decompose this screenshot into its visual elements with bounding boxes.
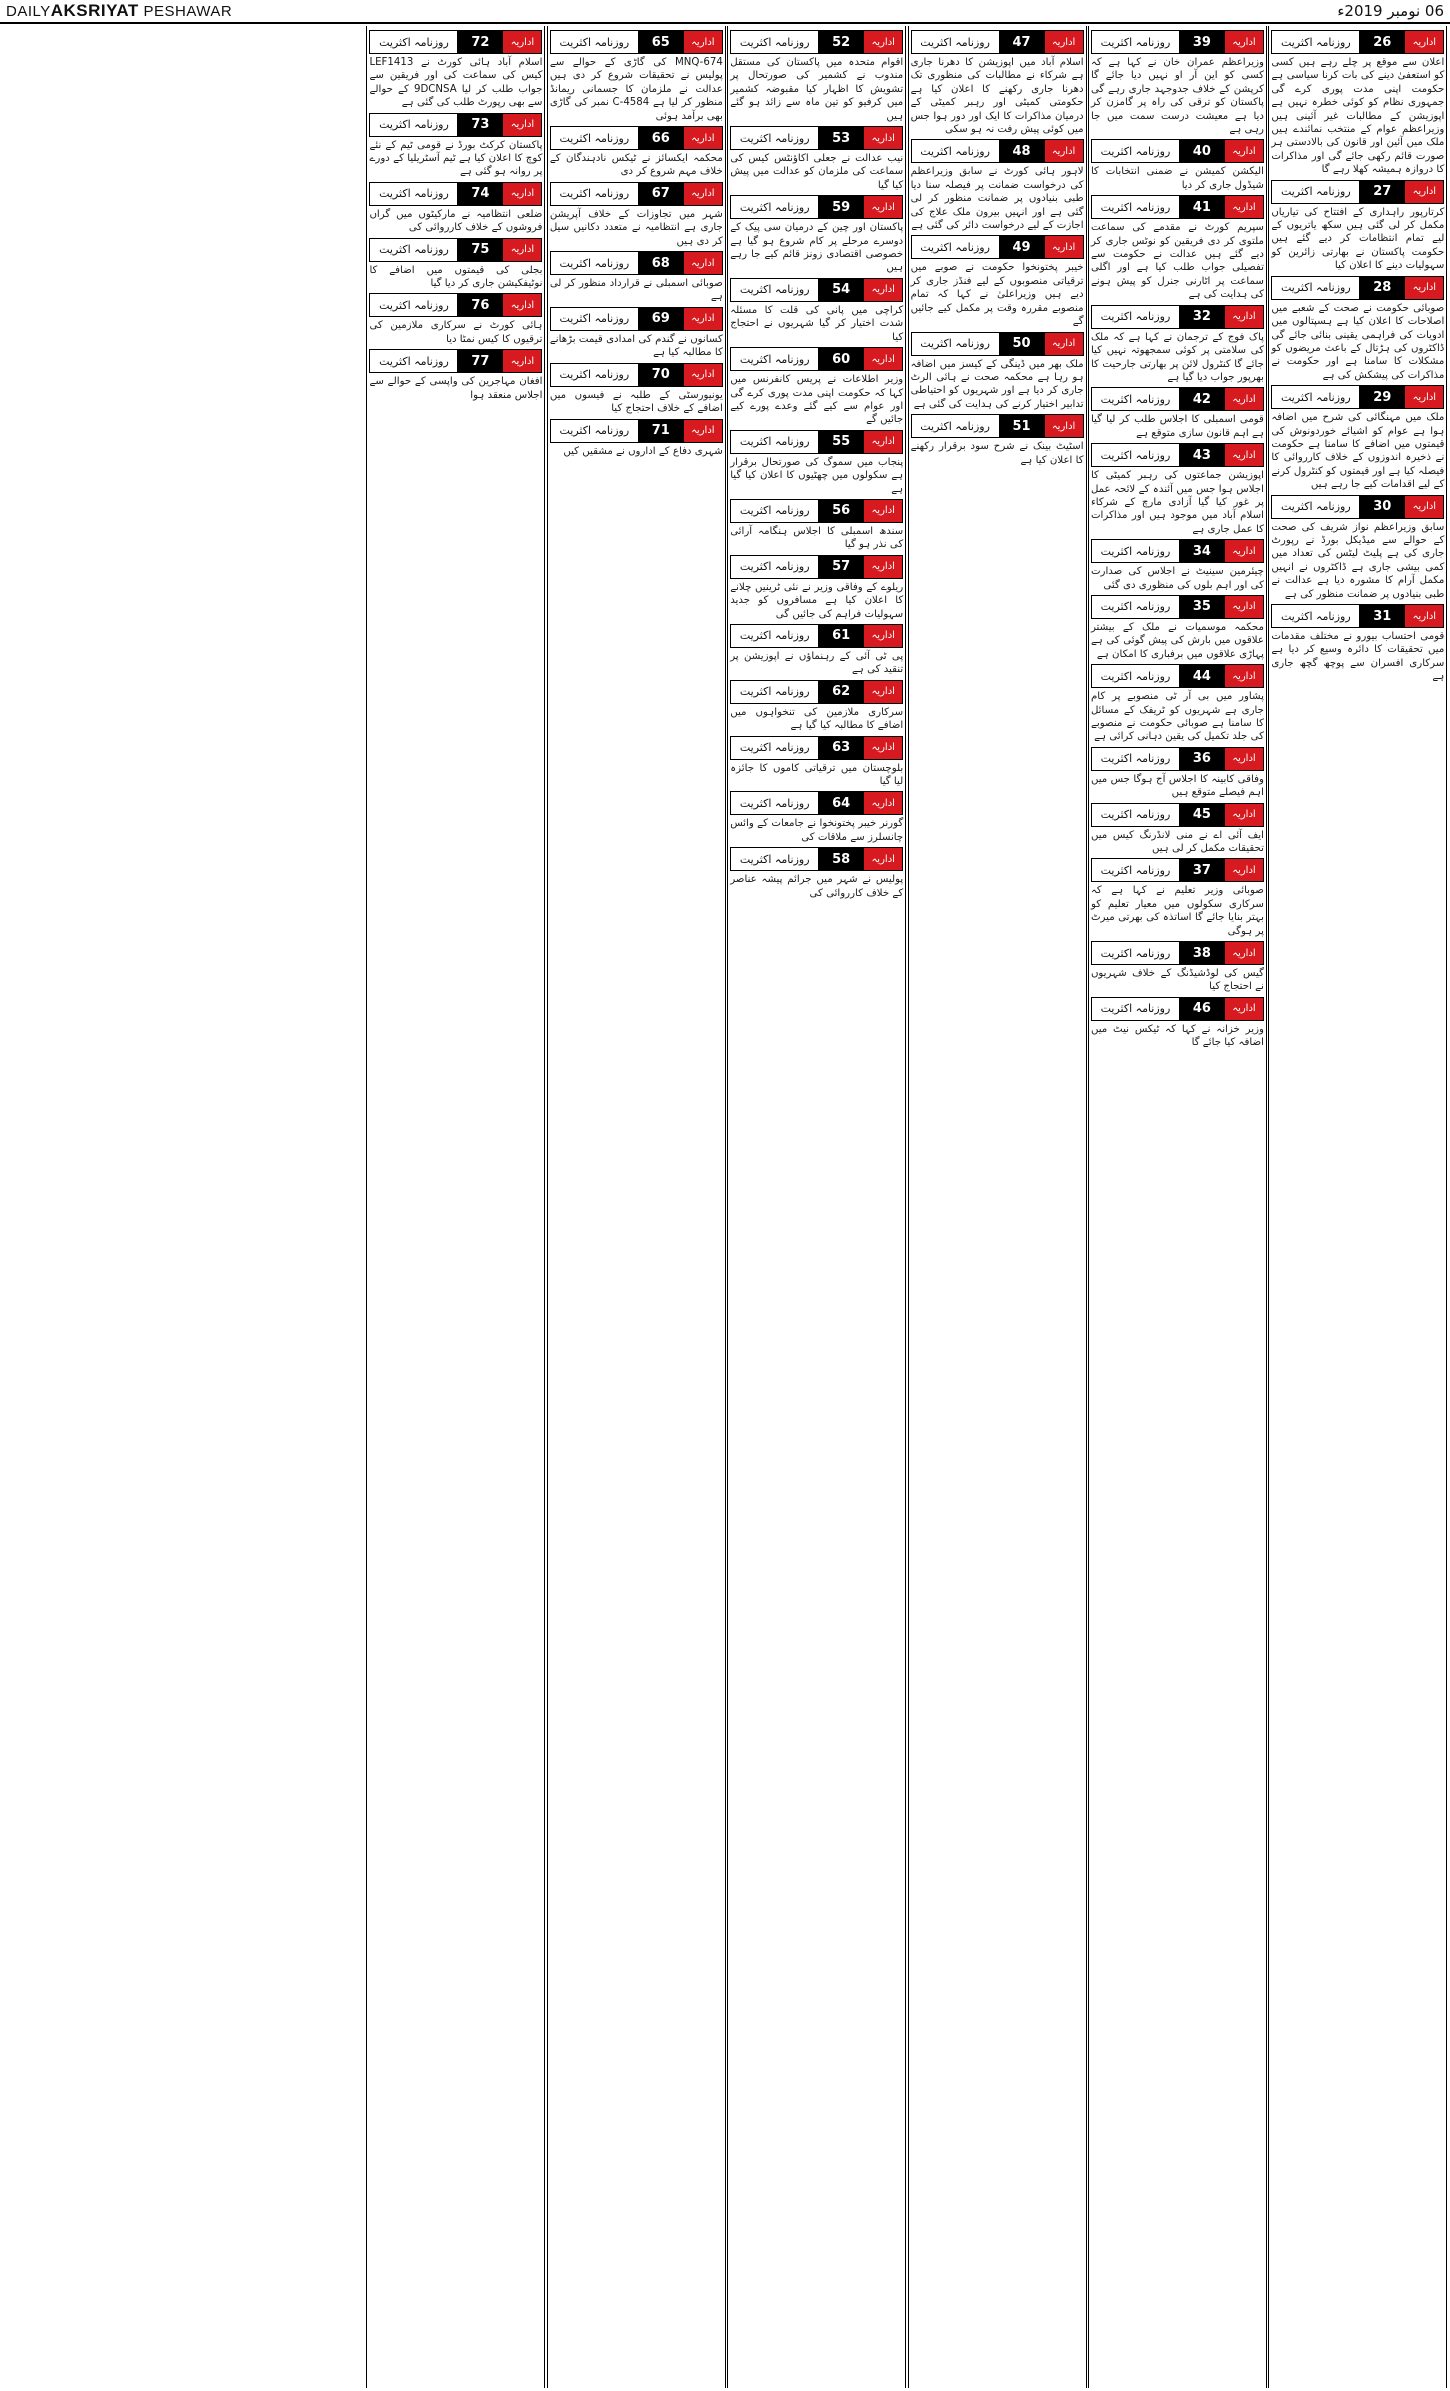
item-number: 35	[1179, 596, 1225, 618]
section-tag: اداریہ	[864, 196, 902, 218]
item-body-text: ایف آئی اے نے منی لانڈرنگ کیس میں تحقیقات مکمل کر لی ہیں	[1090, 829, 1264, 855]
item-header	[369, 182, 542, 206]
item-number: 51	[999, 415, 1045, 437]
section-tag: اداریہ	[1225, 444, 1263, 466]
item-caption: روزنامہ اکثریت	[731, 431, 818, 453]
item-caption: روزنامہ اکثریت	[1272, 605, 1359, 627]
section-tag: اداریہ	[1405, 386, 1443, 408]
item-body-text: پاکستان کرکٹ بورڈ نے قومی ٹیم کے نئے کوچ کا اعلان کیا ہے ٹیم آسٹریلیا کے دورے پر روانہ ہو گئی ہے	[369, 139, 543, 178]
item-header	[550, 419, 723, 443]
item-header	[730, 30, 903, 54]
news-column	[1268, 26, 1447, 2388]
item-header	[550, 307, 723, 331]
item-header	[1091, 941, 1264, 965]
item-number: 65	[638, 31, 684, 53]
section-tag: اداریہ	[503, 294, 541, 316]
section-tag: اداریہ	[684, 308, 722, 330]
item-body-text: صوبائی وزیر تعلیم نے کہا ہے کہ سرکاری سکولوں میں معیار تعلیم کو بہتر بنایا جائے گا اساتذہ کی بھرتی میرٹ پر ہوگی	[1090, 885, 1264, 937]
item-number: 44	[1179, 665, 1225, 687]
section-tag: اداریہ	[503, 31, 541, 53]
item-header	[1271, 276, 1444, 300]
item-header	[1271, 604, 1444, 628]
item-body-text: کراچی میں پانی کی قلت کا مسئلہ شدت اختیار کر گیا شہریوں نے احتجاج کیا	[730, 304, 904, 343]
item-caption: روزنامہ اکثریت	[370, 31, 457, 53]
item-header	[730, 347, 903, 371]
item-number: 26	[1359, 31, 1405, 53]
item-header	[730, 195, 903, 219]
item-number: 30	[1359, 496, 1405, 518]
item-number: 68	[638, 252, 684, 274]
item-body-text: الیکشن کمیشن نے ضمنی انتخابات کا شیڈول جاری کر دیا	[1090, 166, 1264, 191]
section-tag: اداریہ	[1045, 333, 1083, 355]
item-caption: روزنامہ اکثریت	[731, 196, 818, 218]
section-tag: اداریہ	[1405, 605, 1443, 627]
item-caption: روزنامہ اکثریت	[1092, 804, 1179, 826]
item-header	[730, 555, 903, 579]
item-number: 49	[999, 236, 1045, 258]
section-tag: اداریہ	[864, 792, 902, 814]
item-body-text: ملک بھر میں ڈینگی کے کیسز میں اضافہ ہو رہا ہے محکمہ صحت نے ہائی الرٹ جاری کر دیا ہے اور شہریوں کو احتیاطی تدابیر اختیار کرنے کی ہدایت کی گئی ہے	[910, 358, 1084, 410]
item-header	[730, 430, 903, 454]
item-body-text: محکمہ ایکسائز نے ٹیکس نادہندگان کے خلاف مہم شروع کر دی	[549, 153, 723, 178]
item-header	[730, 847, 903, 871]
item-body-text: چیئرمین سینیٹ نے اجلاس کی صدارت کی اور اہم بلوں کی منظوری دی گئی	[1090, 566, 1264, 591]
section-tag: اداریہ	[1405, 277, 1443, 299]
item-caption: روزنامہ اکثریت	[551, 420, 638, 442]
item-caption: روزنامہ اکثریت	[1272, 31, 1359, 53]
item-caption: روزنامہ اکثریت	[1092, 665, 1179, 687]
item-number: 72	[457, 31, 503, 53]
item-caption: روزنامہ اکثریت	[912, 333, 999, 355]
section-tag: اداریہ	[864, 348, 902, 370]
item-body-text: کرتارپور راہداری کے افتتاح کی تیاریاں مکمل کر لی گئی ہیں سکھ یاتریوں کے لیے تمام انتظامات کر دیے گئے ہیں حکومت پاکستان نے بھارتی زائرین کو سہولیات دینے کا اعلان کیا	[1271, 206, 1445, 272]
section-tag: اداریہ	[503, 350, 541, 372]
masthead	[0, 0, 1450, 24]
item-header	[369, 238, 542, 262]
item-body-text: پولیس نے شہر میں جرائم پیشہ عناصر کے خلاف کارروائی کی	[730, 874, 904, 899]
item-number: 64	[818, 792, 864, 814]
item-number: 59	[818, 196, 864, 218]
item-number: 61	[818, 625, 864, 647]
item-header	[369, 30, 542, 54]
item-body-text: شہر میں تجاوزات کے خلاف آپریشن جاری ہے انتظامیہ نے متعدد دکانیں سیل کر دی ہیں	[549, 208, 723, 247]
item-body-text: وفاقی کابینہ کا اجلاس آج ہوگا جس میں اہم فیصلے متوقع ہیں	[1090, 773, 1264, 799]
section-tag: اداریہ	[864, 279, 902, 301]
item-header	[550, 126, 723, 150]
item-header	[730, 278, 903, 302]
item-number: 56	[818, 500, 864, 522]
item-caption: روزنامہ اکثریت	[1092, 942, 1179, 964]
section-tag: اداریہ	[864, 737, 902, 759]
item-header	[1091, 30, 1264, 54]
item-caption: روزنامہ اکثریت	[1272, 277, 1359, 299]
item-header	[550, 251, 723, 275]
item-header	[730, 680, 903, 704]
item-caption: روزنامہ اکثریت	[731, 127, 818, 149]
item-header	[550, 182, 723, 206]
item-number: 39	[1179, 31, 1225, 53]
item-body-text: ہائی کورٹ نے سرکاری ملازمین کی ترقیوں کا کیس نمٹا دیا	[369, 320, 543, 345]
section-tag: اداریہ	[684, 127, 722, 149]
item-header	[1091, 595, 1264, 619]
item-number: 63	[818, 737, 864, 759]
item-number: 75	[457, 239, 503, 261]
item-header	[730, 791, 903, 815]
section-tag: اداریہ	[864, 500, 902, 522]
item-number: 48	[999, 140, 1045, 162]
section-tag: اداریہ	[864, 848, 902, 870]
item-header	[730, 126, 903, 150]
section-tag: اداریہ	[503, 114, 541, 136]
masthead-prefix: DAILY	[6, 3, 51, 20]
item-number: 36	[1179, 748, 1225, 770]
item-caption: روزنامہ اکثریت	[1092, 140, 1179, 162]
section-tag: اداریہ	[864, 31, 902, 53]
item-body-text: پنجاب میں سموگ کی صورتحال برقرار ہے سکولوں میں چھٹیوں کا اعلان کیا گیا ہے	[730, 456, 904, 495]
item-number: 29	[1359, 386, 1405, 408]
item-number: 60	[818, 348, 864, 370]
item-body-text: قومی احتساب بیورو نے مختلف مقدمات میں تحقیقات کا دائرہ وسیع کر دیا ہے سرکاری افسران سے پوچھ گچھ جاری ہے	[1271, 631, 1445, 683]
item-caption: روزنامہ اکثریت	[370, 350, 457, 372]
section-tag: اداریہ	[684, 420, 722, 442]
item-number: 53	[818, 127, 864, 149]
news-column	[547, 26, 726, 2388]
section-tag: اداریہ	[864, 556, 902, 578]
item-caption: روزنامہ اکثریت	[912, 415, 999, 437]
item-number: 71	[638, 420, 684, 442]
item-header	[550, 30, 723, 54]
item-header	[1271, 385, 1444, 409]
item-number: 45	[1179, 804, 1225, 826]
item-header	[1091, 195, 1264, 219]
item-number: 58	[818, 848, 864, 870]
section-tag: اداریہ	[1225, 540, 1263, 562]
item-caption: روزنامہ اکثریت	[731, 31, 818, 53]
section-tag: اداریہ	[1225, 388, 1263, 410]
item-caption: روزنامہ اکثریت	[551, 183, 638, 205]
section-tag: اداریہ	[864, 681, 902, 703]
section-tag: اداریہ	[1045, 31, 1083, 53]
section-tag: اداریہ	[1045, 140, 1083, 162]
item-body-text: گیس کی لوڈشیڈنگ کے خلاف شہریوں نے احتجاج کیا	[1090, 968, 1264, 993]
section-tag: اداریہ	[1405, 31, 1443, 53]
item-caption: روزنامہ اکثریت	[1092, 196, 1179, 218]
item-body-text: گورنر خیبر پختونخوا نے جامعات کے وائس چانسلرز سے ملاقات کی	[730, 818, 904, 843]
section-tag: اداریہ	[503, 239, 541, 261]
section-tag: اداریہ	[864, 625, 902, 647]
item-body-text: ملک میں مہنگائی کی شرح میں اضافہ ہوا ہے عوام کو اشیائے خوردونوش کی قیمتوں میں اضافے کا سامنا ہے حکومت نے ذخیرہ اندوزوں کے خلاف کارروائی کا فیصلہ کیا ہے اور قیمتوں کو کنٹرول کرنے کے لیے اقدامات کیے جا رہے ہیں	[1271, 412, 1445, 491]
item-caption: روزنامہ اکثریت	[1092, 748, 1179, 770]
item-body-text: یونیورسٹی کے طلبہ نے فیسوں میں اضافے کے خلاف احتجاج کیا	[549, 389, 723, 415]
section-tag: اداریہ	[1225, 804, 1263, 826]
item-caption: روزنامہ اکثریت	[551, 252, 638, 274]
item-body-text: بلوچستان میں ترقیاتی کاموں کا جائزہ لیا گیا	[730, 762, 904, 787]
news-columns	[2, 26, 1448, 2388]
item-body-text: سابق وزیراعظم نواز شریف کی صحت کے حوالے سے میڈیکل بورڈ نے رپورٹ جاری کی ہے پلیٹ لیٹس کی تعداد میں کمی بیشی جاری ہے ڈاکٹروں نے انہیں مکمل آرام کا مشورہ دیا ہے عدالت نے طبی بنیادوں پر ضمانت منظور کی ہے	[1271, 521, 1445, 600]
masthead-title	[6, 1, 232, 21]
item-body-text: بجلی کی قیمتوں میں اضافے کا نوٹیفکیشن جاری کر دیا گیا	[369, 264, 543, 290]
section-tag: اداریہ	[684, 31, 722, 53]
item-header	[1091, 443, 1264, 467]
item-body-text: پاک فوج کے ترجمان نے کہا ہے کہ ملک کی سلامتی پر کوئی سمجھوتہ نہیں کیا جائے گا کنٹرول لائن پر بھارتی جارحیت کا بھرپور جواب دیا گیا ہے	[1090, 331, 1264, 383]
item-body-text: اسلام آباد میں اپوزیشن کا دھرنا جاری ہے شرکاء نے مطالبات کی منظوری تک دھرنا جاری رکھنے کا اعلان کیا ہے حکومتی کمیٹی اور رہبر کمیٹی کے درمیان مذاکرات کا ایک اور دور ہوا جس میں کوئی پیش رفت نہ ہو سکی	[910, 57, 1084, 136]
item-number: 38	[1179, 942, 1225, 964]
item-header	[911, 332, 1084, 356]
item-number: 73	[457, 114, 503, 136]
item-number: 77	[457, 350, 503, 372]
item-header	[1271, 180, 1444, 204]
section-tag: اداریہ	[1225, 748, 1263, 770]
item-header	[730, 499, 903, 523]
section-tag: اداریہ	[1225, 31, 1263, 53]
item-body-text: اعلان سے موقع پر چلے رہے ہیں کسی کو استعفیٰ دینے کی بات کرنا سیاسی ہے حکومت اپنی مدت پوری کرے گی جمہوری نظام کو کوئی خطرہ نہیں ہے اپوزیشن کے مطالبات غیر آئینی ہیں وزیراعظم عوام کے منتخب نمائندے ہیں ملک میں آئین اور قانون کی بالادستی ہر صورت قائم رکھی جائے گی اور مذاکرات کا دروازہ ہمیشہ کھلا رہے گا	[1271, 57, 1445, 176]
item-body-text: اسلام آباد ہائی کورٹ نے LEF1413 کیس کی سماعت کی اور فریقین سے جواب طلب کر لیا 9DCNSA کے حوالے سے بھی رپورٹ طلب کی گئی ہے	[369, 57, 543, 109]
item-number: 32	[1179, 306, 1225, 328]
item-caption: روزنامہ اکثریت	[731, 348, 818, 370]
item-caption: روزنامہ اکثریت	[370, 239, 457, 261]
item-number: 62	[818, 681, 864, 703]
item-caption: روزنامہ اکثریت	[1092, 306, 1179, 328]
item-header	[1091, 803, 1264, 827]
item-number: 66	[638, 127, 684, 149]
item-header	[369, 349, 542, 373]
item-number: 74	[457, 183, 503, 205]
item-body-text: وزیر خزانہ نے کہا کہ ٹیکس نیٹ میں اضافہ کیا جائے گا	[1090, 1023, 1264, 1049]
item-number: 69	[638, 308, 684, 330]
item-caption: روزنامہ اکثریت	[370, 114, 457, 136]
item-body-text: نیب عدالت نے جعلی اکاؤنٹس کیس کی سماعت کی ملزمان کو عدالت میں پیش کیا گیا	[730, 153, 904, 191]
masthead-city: PESHAWAR	[143, 3, 233, 20]
item-body-text: کسانوں نے گندم کی امدادی قیمت بڑھانے کا مطالبہ کیا ہے	[549, 333, 723, 359]
item-caption: روزنامہ اکثریت	[1092, 540, 1179, 562]
item-header	[1091, 997, 1264, 1021]
item-body-text: اقوام متحدہ میں پاکستان کی مستقل مندوب نے کشمیر کی صورتحال پر تشویش کا اظہار کیا مقبوضہ کشمیر میں کرفیو کو تین ماہ سے زائد ہو گئے ہیں	[730, 57, 904, 122]
item-body-text: لاہور ہائی کورٹ نے سابق وزیراعظم کی درخواست ضمانت پر فیصلہ سنا دیا طبی بنیادوں پر ضمانت منظور کر لی گئی ہے اور انہیں بیرون ملک علاج کی اجازت کے لیے درخواست دائر کی گئی ہے	[910, 166, 1084, 232]
news-column	[908, 26, 1087, 2388]
item-header	[1271, 30, 1444, 54]
item-number: 27	[1359, 181, 1405, 203]
item-number: 28	[1359, 277, 1405, 299]
item-body-text: سپریم کورٹ نے مقدمے کی سماعت ملتوی کر دی فریقین کو نوٹس جاری کر دیے گئے ہیں عدالت نے حکومت سے تفصیلی جواب طلب کیا ہے اور اگلی سماعت پر اٹارنی جنرل کو پیش ہونے کی ہدایت کی ہے	[1090, 222, 1264, 301]
item-number: 40	[1179, 140, 1225, 162]
item-header	[369, 293, 542, 317]
item-number: 57	[818, 556, 864, 578]
item-header	[911, 30, 1084, 54]
item-header	[550, 363, 723, 387]
item-body-text: خیبر پختونخوا حکومت نے صوبے میں ترقیاتی منصوبوں کے لیے فنڈز جاری کر دیے ہیں وزیراعلیٰ نے کہا کہ تمام منصوبے مقررہ وقت پر مکمل کیے جائیں گے	[910, 262, 1084, 328]
item-number: 43	[1179, 444, 1225, 466]
item-caption: روزنامہ اکثریت	[551, 308, 638, 330]
item-header	[911, 414, 1084, 438]
item-body-text: پاکستان اور چین کے درمیان سی پیک کے دوسرے مرحلے پر کام شروع ہو گیا ہے خصوصی اقتصادی زونز قائم کیے جا رہے ہیں	[730, 222, 904, 274]
item-number: 31	[1359, 605, 1405, 627]
news-column	[366, 26, 545, 2388]
item-header	[369, 113, 542, 137]
item-number: 54	[818, 279, 864, 301]
item-header	[1091, 858, 1264, 882]
item-body-text: وزیر اطلاعات نے پریس کانفرنس میں کہا کہ حکومت اپنی مدت پوری کرے گی اور عوام سے کیے گئے وعدے پورے کیے جائیں گے	[730, 374, 904, 426]
section-tag: اداریہ	[1405, 496, 1443, 518]
section-tag: اداریہ	[1405, 181, 1443, 203]
item-body-text: وزیراعظم عمران خان نے کہا ہے کہ کسی کو این آر او نہیں دیا جائے گا کرپشن کے خلاف جدوجہد جاری رہے گی پاکستان کو ترقی کی راہ پر گامزن کر دیا ہے معیشت درست سمت میں جا رہی ہے	[1090, 57, 1264, 136]
item-body-text: سرکاری ملازمین کی تنخواہوں میں اضافے کا مطالبہ کیا گیا ہے	[730, 706, 904, 732]
item-body-text: صوبائی حکومت نے صحت کے شعبے میں اصلاحات کا اعلان کیا ہے ہسپتالوں میں ادویات کی فراہمی یقینی بنائی جائے گی ڈاکٹروں کی ہڑتال کے باعث مریضوں کو مشکلات کا سامنا ہے اور حکومت نے مذاکرات کی پیشکش کی ہے	[1271, 302, 1445, 381]
item-header	[1091, 664, 1264, 688]
item-caption: روزنامہ اکثریت	[1092, 859, 1179, 881]
item-body-text: پی ٹی آئی کے رہنماؤں نے اپوزیشن پر تنقید کی ہے	[730, 650, 904, 676]
item-number: 34	[1179, 540, 1225, 562]
section-tag: اداریہ	[684, 183, 722, 205]
item-caption: روزنامہ اکثریت	[731, 625, 818, 647]
item-caption: روزنامہ اکثریت	[731, 500, 818, 522]
item-body-text: افغان مہاجرین کی واپسی کے حوالے سے اجلاس منعقد ہوا	[369, 376, 543, 401]
section-tag: اداریہ	[684, 364, 722, 386]
item-caption: روزنامہ اکثریت	[1272, 181, 1359, 203]
item-caption: روزنامہ اکثریت	[1272, 386, 1359, 408]
item-caption: روزنامہ اکثریت	[731, 848, 818, 870]
item-caption: روزنامہ اکثریت	[912, 140, 999, 162]
item-number: 55	[818, 431, 864, 453]
item-body-text: اپوزیشن جماعتوں کی رہبر کمیٹی کا اجلاس ہوا جس میں آئندہ کے لائحہ عمل پر غور کیا گیا آزادی مارچ کے شرکاء اسلام آباد میں موجود ہیں اور مذاکرات کا عمل جاری ہے	[1090, 470, 1264, 535]
item-header	[1091, 305, 1264, 329]
item-caption: روزنامہ اکثریت	[551, 127, 638, 149]
item-caption: روزنامہ اکثریت	[912, 236, 999, 258]
section-tag: اداریہ	[864, 431, 902, 453]
item-header	[1271, 495, 1444, 519]
item-number: 47	[999, 31, 1045, 53]
item-caption: روزنامہ اکثریت	[370, 294, 457, 316]
item-number: 41	[1179, 196, 1225, 218]
item-caption: روزنامہ اکثریت	[1092, 998, 1179, 1020]
item-body-text: شہری دفاع کے اداروں نے مشقیں کیں	[563, 445, 723, 457]
item-number: 37	[1179, 859, 1225, 881]
item-header	[911, 139, 1084, 163]
item-caption: روزنامہ اکثریت	[731, 792, 818, 814]
item-caption: روزنامہ اکثریت	[912, 31, 999, 53]
section-tag: اداریہ	[1225, 998, 1263, 1020]
item-body-text: سندھ اسمبلی کا اجلاس ہنگامہ آرائی کی نذر ہو گیا	[730, 525, 904, 551]
news-column	[1088, 26, 1267, 2388]
item-body-text: ضلعی انتظامیہ نے مارکیٹوں میں گراں فروشوں کے خلاف کارروائی کی	[369, 208, 543, 234]
item-caption: روزنامہ اکثریت	[731, 681, 818, 703]
section-tag: اداریہ	[1225, 859, 1263, 881]
item-caption: روزنامہ اکثریت	[1092, 444, 1179, 466]
item-number: 50	[999, 333, 1045, 355]
item-body-text: ریلوے کے وفاقی وزیر نے نئی ٹرینیں چلانے کا اعلان کیا ہے مسافروں کو جدید سہولیات فراہم کی جائیں گی	[730, 581, 904, 620]
section-tag: اداریہ	[1225, 665, 1263, 687]
section-tag: اداریہ	[1225, 596, 1263, 618]
item-header	[730, 736, 903, 760]
item-number: 52	[818, 31, 864, 53]
item-header	[1091, 747, 1264, 771]
item-caption: روزنامہ اکثریت	[731, 737, 818, 759]
section-tag: اداریہ	[1225, 942, 1263, 964]
item-body-text: صوبائی اسمبلی نے قرارداد منظور کر لی ہے	[549, 278, 723, 303]
masthead-name: AKSRIYAT	[50, 1, 139, 20]
news-column	[727, 26, 906, 2388]
section-tag: اداریہ	[684, 252, 722, 274]
section-tag: اداریہ	[1225, 196, 1263, 218]
section-tag: اداریہ	[1225, 140, 1263, 162]
item-number: 67	[638, 183, 684, 205]
item-caption: روزنامہ اکثریت	[370, 183, 457, 205]
item-number: 42	[1179, 388, 1225, 410]
item-body-text: MNQ-674 کی گاڑی کے حوالے سے پولیس نے تحقیقات شروع کر دی ہیں عدالت نے ملزمان کا جسمانی ریمانڈ منظور کر لیا ہے C-4584 نمبر کی گاڑی بھی برآمد ہوئی	[549, 57, 723, 122]
section-tag: اداریہ	[503, 183, 541, 205]
section-tag: اداریہ	[1045, 415, 1083, 437]
item-number: 46	[1179, 998, 1225, 1020]
item-caption: روزنامہ اکثریت	[551, 31, 638, 53]
item-caption: روزنامہ اکثریت	[1092, 596, 1179, 618]
item-body-text: اسٹیٹ بینک نے شرح سود برقرار رکھنے کا اعلان کیا ہے	[910, 441, 1084, 466]
item-header	[1091, 539, 1264, 563]
masthead-date: 06 نومبر 2019ء	[1337, 2, 1444, 20]
item-body-text: محکمہ موسمیات نے ملک کے بیشتر علاقوں میں بارش کی پیش گوئی کی ہے پہاڑی علاقوں میں برفباری کا امکان ہے	[1090, 621, 1264, 660]
item-caption: روزنامہ اکثریت	[731, 279, 818, 301]
section-tag: اداریہ	[864, 127, 902, 149]
item-header	[1091, 387, 1264, 411]
item-number: 70	[638, 364, 684, 386]
item-body-text: پشاور میں بی آر ٹی منصوبے پر کام جاری ہے شہریوں کو ٹریفک کے مسائل کا سامنا ہے صوبائی حکومت نے منصوبے کی جلد تکمیل کی یقین دہانی کرائی ہے	[1090, 691, 1264, 743]
item-header	[730, 624, 903, 648]
section-tag: اداریہ	[1225, 306, 1263, 328]
item-caption: روزنامہ اکثریت	[551, 364, 638, 386]
section-tag: اداریہ	[1045, 236, 1083, 258]
item-number: 76	[457, 294, 503, 316]
item-header	[911, 235, 1084, 259]
item-caption: روزنامہ اکثریت	[731, 556, 818, 578]
item-caption: روزنامہ اکثریت	[1272, 496, 1359, 518]
item-header	[1091, 139, 1264, 163]
item-caption: روزنامہ اکثریت	[1092, 31, 1179, 53]
item-caption: روزنامہ اکثریت	[1092, 388, 1179, 410]
item-body-text: قومی اسمبلی کا اجلاس طلب کر لیا گیا ہے اہم قانون سازی متوقع ہے	[1090, 414, 1264, 439]
